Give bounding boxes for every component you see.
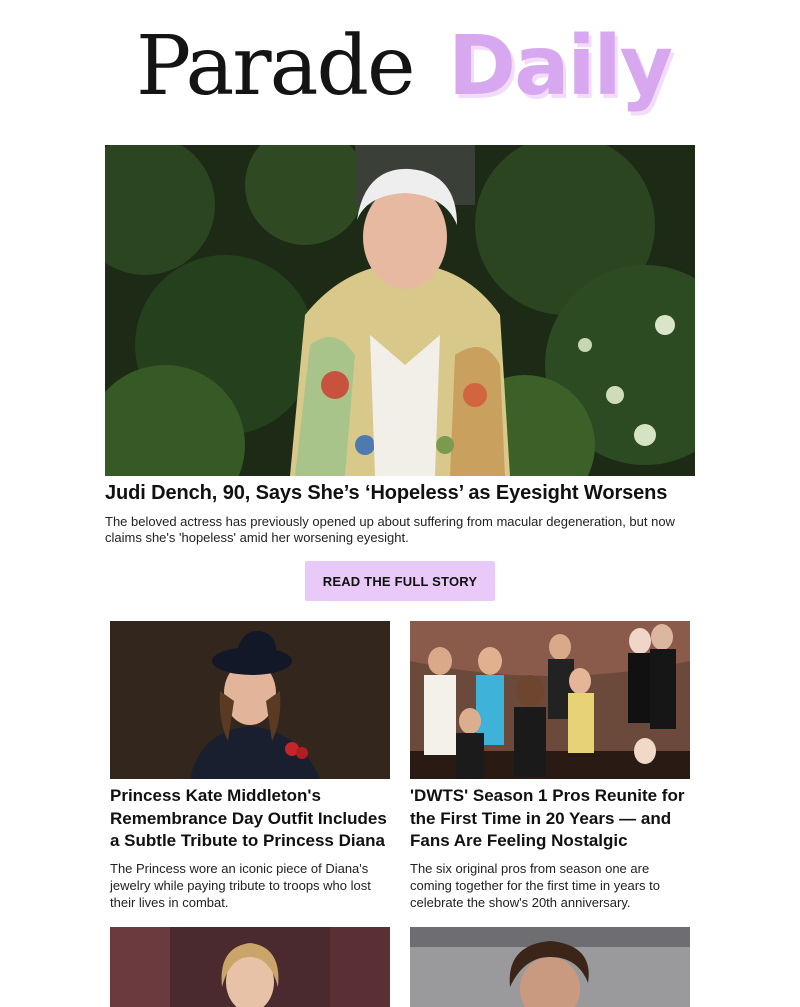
hero-image[interactable] <box>105 145 695 476</box>
story-summary: The Princess wore an iconic piece of Diana's jewelry while paying tribute to troops who lost their lives in combat. <box>110 860 371 910</box>
hero-headline[interactable]: Judi Dench, 90, Says She’s ‘Hopeless’ as Eyesight Worsens <box>105 482 668 504</box>
story-card[interactable] <box>410 621 690 911</box>
newsletter-header <box>0 0 800 140</box>
brand-logo-parade[interactable]: Parade <box>136 19 414 114</box>
story-image[interactable] <box>110 927 390 1007</box>
hero-summary: The beloved actress has previously opened up about suffering from macular degeneration, but now claims she's 'hopeless' amid her worsening eyesight. <box>105 514 675 545</box>
story-image[interactable] <box>110 621 390 779</box>
story-image[interactable] <box>410 927 690 1007</box>
story-summary: The six original pros from season one are coming together for the first time in years to celebrate the show's 20th anniversary. <box>410 860 660 910</box>
story-headline[interactable]: 'DWTS' Season 1 Pros Reunite for the First Time in 20 Years — and Fans Are Feeling Nostalgic <box>410 786 685 850</box>
story-headline[interactable]: Princess Kate Middleton's Remembrance Day Outfit Includes a Subtle Tribute to Princess Diana <box>110 786 387 850</box>
brand-logo-daily[interactable]: Daily <box>448 19 672 114</box>
read-full-story-button[interactable]: READ THE FULL STORY <box>305 561 495 601</box>
story-card[interactable] <box>110 621 390 911</box>
story-image[interactable] <box>410 621 690 779</box>
